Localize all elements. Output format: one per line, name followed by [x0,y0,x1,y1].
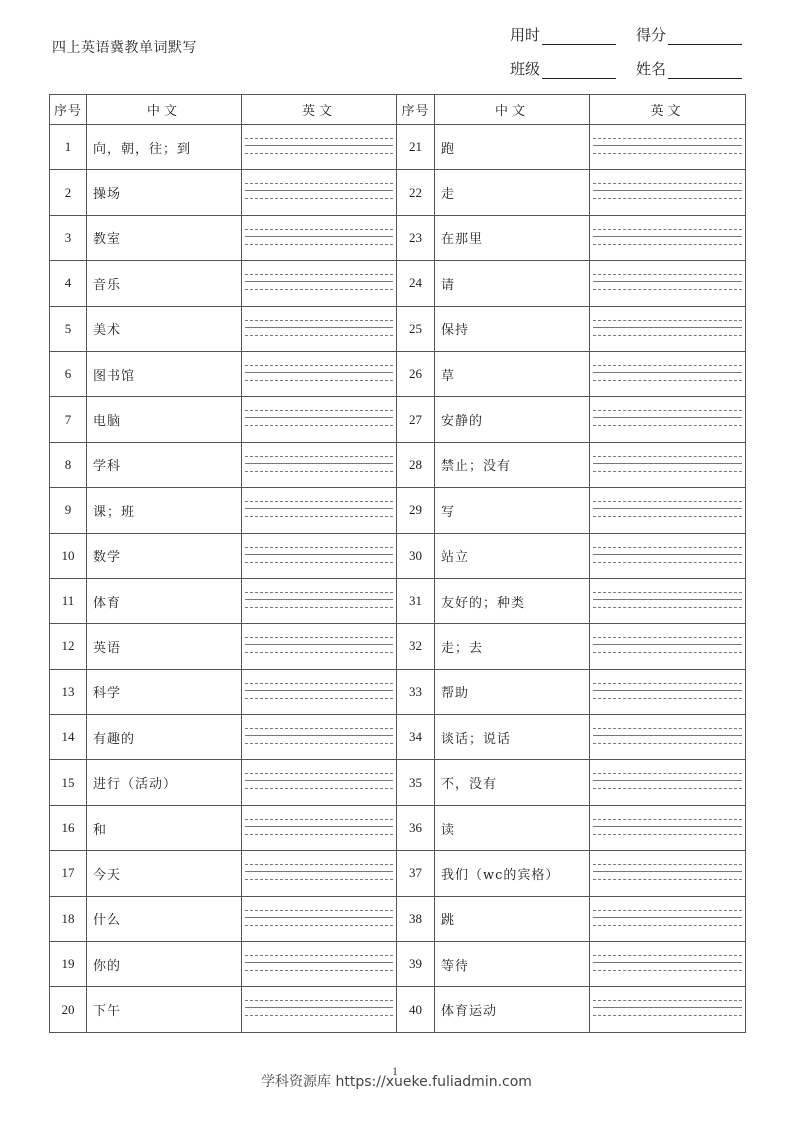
item-number: 30 [397,533,435,578]
english-answer-blank[interactable] [242,170,397,215]
chinese-word: 音乐 [87,261,242,306]
col-header-num: 序号 [50,95,87,125]
item-number: 2 [50,170,87,215]
table-row [50,488,746,533]
english-answer-blank[interactable] [590,442,746,487]
english-answer-blank[interactable] [590,715,746,760]
table-row [50,306,746,351]
chinese-word: 禁止；没有 [435,442,590,487]
chinese-word: 写 [435,488,590,533]
item-number: 27 [397,397,435,442]
item-number: 8 [50,442,87,487]
col-header-en: 英文 [590,95,746,125]
writing-guide-line [245,281,393,282]
item-number: 7 [50,397,87,442]
writing-guide-line [593,236,742,237]
chinese-word: 友好的；种类 [435,578,590,623]
time-field [510,24,616,45]
writing-guide-line [245,190,393,191]
item-number: 1 [50,125,87,170]
item-number: 19 [50,942,87,987]
writing-guide-line [593,190,742,191]
english-answer-blank[interactable] [590,351,746,396]
writing-guide-line [245,417,393,418]
table-row [50,261,746,306]
english-answer-blank[interactable] [242,442,397,487]
chinese-word: 在那里 [435,215,590,260]
chinese-word: 下午 [87,987,242,1032]
chinese-word: 向，朝，往；到 [87,125,242,170]
english-answer-blank[interactable] [590,533,746,578]
page-title: 四上英语冀教单词默写 [52,40,197,56]
item-number: 4 [50,261,87,306]
chinese-word: 英语 [87,624,242,669]
chinese-word: 保持 [435,306,590,351]
chinese-word: 数学 [87,533,242,578]
chinese-word: 帮助 [435,669,590,714]
chinese-word: 走；去 [435,624,590,669]
item-number: 16 [50,805,87,850]
item-number: 37 [397,851,435,896]
item-number: 25 [397,306,435,351]
english-answer-blank[interactable] [242,125,397,170]
writing-guide-line [593,327,742,328]
chinese-word: 安静的 [435,397,590,442]
english-answer-blank[interactable] [590,851,746,896]
english-answer-blank[interactable] [590,261,746,306]
writing-guide-line [245,735,393,736]
writing-guide-line [245,372,393,373]
table-row [50,170,746,215]
english-answer-blank[interactable] [590,624,746,669]
chinese-word: 你的 [87,942,242,987]
item-number: 12 [50,624,87,669]
writing-guide-line [593,826,742,827]
english-answer-blank[interactable] [242,851,397,896]
english-answer-blank[interactable] [590,215,746,260]
chinese-word: 操场 [87,170,242,215]
table-row [50,987,746,1032]
item-number: 29 [397,488,435,533]
writing-guide-line [593,599,742,600]
writing-guide-line [245,145,393,146]
writing-guide-line [245,554,393,555]
writing-guide-line [593,145,742,146]
english-answer-blank[interactable] [242,715,397,760]
writing-guide-line [593,281,742,282]
vocabulary-table [49,94,746,1033]
english-answer-blank[interactable] [242,397,397,442]
item-number: 36 [397,805,435,850]
item-number: 10 [50,533,87,578]
item-number: 20 [50,987,87,1032]
class-blank[interactable] [542,77,616,79]
score-label: 得分 [636,26,667,44]
writing-guide-line [245,871,393,872]
table-row [50,805,746,850]
chinese-word: 体育运动 [435,987,590,1032]
item-number: 13 [50,669,87,714]
english-answer-blank[interactable] [590,942,746,987]
english-answer-blank[interactable] [242,942,397,987]
english-answer-blank[interactable] [590,397,746,442]
english-answer-blank[interactable] [242,805,397,850]
col-header-num: 序号 [397,95,435,125]
score-field [636,24,742,45]
english-answer-blank[interactable] [590,125,746,170]
chinese-word: 和 [87,805,242,850]
english-answer-blank[interactable] [242,261,397,306]
name-blank[interactable] [668,77,742,79]
item-number: 18 [50,896,87,941]
item-number: 11 [50,578,87,623]
table-row [50,669,746,714]
writing-guide-line [593,780,742,781]
chinese-word: 图书馆 [87,351,242,396]
writing-guide-line [245,1007,393,1008]
writing-guide-line [245,236,393,237]
page-number: 1 [392,1064,398,1078]
item-number: 26 [397,351,435,396]
english-answer-blank[interactable] [242,896,397,941]
chinese-word: 美术 [87,306,242,351]
writing-guide-line [593,917,742,918]
writing-guide-line [245,917,393,918]
chinese-word: 跳 [435,896,590,941]
table-row [50,397,746,442]
name-field [636,58,742,79]
item-number: 40 [397,987,435,1032]
chinese-word: 有趣的 [87,715,242,760]
writing-guide-line [593,1007,742,1008]
item-number: 35 [397,760,435,805]
table-row [50,851,746,896]
table-row [50,215,746,260]
item-number: 3 [50,215,87,260]
writing-guide-line [245,327,393,328]
english-answer-blank[interactable] [590,578,746,623]
chinese-word: 不，没有 [435,760,590,805]
writing-guide-line [245,644,393,645]
english-answer-blank[interactable] [590,760,746,805]
item-number: 32 [397,624,435,669]
table-row [50,715,746,760]
item-number: 24 [397,261,435,306]
english-answer-blank[interactable] [590,669,746,714]
english-answer-blank[interactable] [242,306,397,351]
writing-guide-line [593,690,742,691]
item-number: 15 [50,760,87,805]
table-row [50,896,746,941]
item-number: 38 [397,896,435,941]
time-blank[interactable] [542,43,616,45]
chinese-word: 进行（活动） [87,760,242,805]
writing-guide-line [593,644,742,645]
writing-guide-line [593,871,742,872]
chinese-word: 跑 [435,125,590,170]
table-row [50,942,746,987]
english-answer-blank[interactable] [242,215,397,260]
item-number: 33 [397,669,435,714]
class-label: 班级 [510,60,541,78]
english-answer-blank[interactable] [590,306,746,351]
chinese-word: 课；班 [87,488,242,533]
writing-guide-line [593,463,742,464]
item-number: 14 [50,715,87,760]
chinese-word: 请 [435,261,590,306]
chinese-word: 站立 [435,533,590,578]
english-answer-blank[interactable] [242,760,397,805]
name-label: 姓名 [636,60,667,78]
col-header-zh: 中文 [435,95,590,125]
writing-guide-line [593,735,742,736]
english-answer-blank[interactable] [242,669,397,714]
item-number: 21 [397,125,435,170]
table-header-row [50,95,746,125]
class-field [510,58,616,79]
chinese-word: 什么 [87,896,242,941]
table-row [50,624,746,669]
item-number: 5 [50,306,87,351]
english-answer-blank[interactable] [242,624,397,669]
english-answer-blank[interactable] [590,170,746,215]
writing-guide-line [593,417,742,418]
time-label: 用时 [510,26,541,44]
writing-guide-line [593,372,742,373]
table-row [50,442,746,487]
chinese-word: 读 [435,805,590,850]
english-answer-blank[interactable] [242,578,397,623]
chinese-word: 我们（wc的宾格） [435,851,590,896]
item-number: 28 [397,442,435,487]
writing-guide-line [245,463,393,464]
table-row [50,578,746,623]
item-number: 23 [397,215,435,260]
item-number: 6 [50,351,87,396]
item-number: 9 [50,488,87,533]
writing-guide-line [593,962,742,963]
writing-guide-line [593,508,742,509]
writing-guide-line [245,599,393,600]
english-answer-blank[interactable] [242,351,397,396]
chinese-word: 电脑 [87,397,242,442]
table-row [50,125,746,170]
english-answer-blank[interactable] [590,896,746,941]
writing-guide-line [245,826,393,827]
item-number: 39 [397,942,435,987]
english-answer-blank[interactable] [590,805,746,850]
writing-guide-line [245,780,393,781]
table-row [50,760,746,805]
chinese-word: 科学 [87,669,242,714]
col-header-en: 英文 [242,95,397,125]
item-number: 17 [50,851,87,896]
footer-watermark: 学科资源库 https://xueke.fuliadmin.com [261,1074,532,1090]
chinese-word: 体育 [87,578,242,623]
writing-guide-line [245,508,393,509]
english-answer-blank[interactable] [242,987,397,1032]
english-answer-blank[interactable] [242,533,397,578]
english-answer-blank[interactable] [590,987,746,1032]
item-number: 34 [397,715,435,760]
chinese-word: 谈话；说话 [435,715,590,760]
item-number: 31 [397,578,435,623]
chinese-word: 教室 [87,215,242,260]
col-header-zh: 中文 [87,95,242,125]
chinese-word: 草 [435,351,590,396]
chinese-word: 学科 [87,442,242,487]
chinese-word: 今天 [87,851,242,896]
english-answer-blank[interactable] [242,488,397,533]
english-answer-blank[interactable] [590,488,746,533]
writing-guide-line [245,962,393,963]
chinese-word: 走 [435,170,590,215]
writing-guide-line [593,554,742,555]
table-row [50,351,746,396]
chinese-word: 等待 [435,942,590,987]
table-row [50,533,746,578]
score-blank[interactable] [668,43,742,45]
writing-guide-line [245,690,393,691]
item-number: 22 [397,170,435,215]
